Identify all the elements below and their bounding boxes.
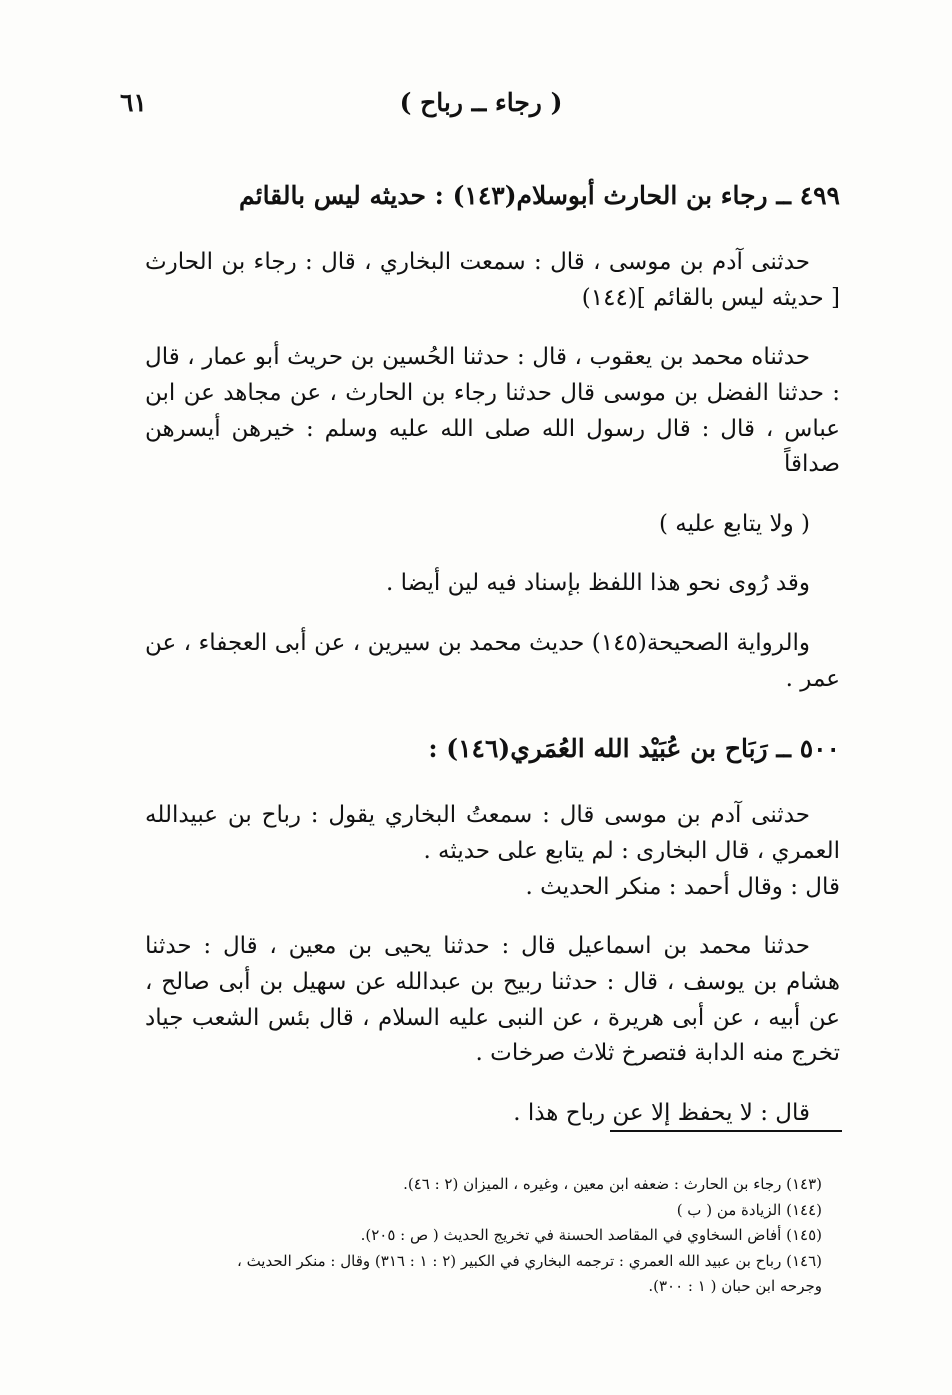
- footnotes: [145, 1172, 822, 1300]
- entry-heading-499: ٤٩٩ ــ رجاء بن الحارث أبوسلام(١٤٣) : حديثه ليس بالقائم: [238, 181, 840, 210]
- page-body: [145, 178, 840, 1156]
- entry-499-paragraph: والرواية الصحيحة(١٤٥) حديث محمد بن سيرين ، عن أبى العجفاء ، عن عمر .: [145, 630, 840, 692]
- page-number: ٦١: [120, 88, 147, 117]
- entry-499-paragraph: وقد رُوى نحو هذا اللفظ بإسناد فيه لين أيضا .: [385, 570, 810, 597]
- entry-heading-500: ٥٠٠ ــ رَبَاح بن عُبَيْد الله العُمَري(١٤٦) :: [428, 734, 840, 764]
- footnote: (١٤٥) أفاض السخاوي في المقاصد الحسنة في تخريج الحديث ( ص : ٢٠٥).: [360, 1226, 822, 1244]
- entry-500-paragraph: حدثنى آدم بن موسى قال : سمعتُ البخاري يقول : رباح بن عبيدالله العمري ، قال البخارى : لم يتابع على حديثه .: [145, 802, 840, 865]
- footnote-divider: [610, 1130, 842, 1132]
- footnote-continuation: وجرحه ابن حبان ( ١ : ٣٠٠).: [648, 1277, 822, 1295]
- entry-500-paragraph: حدثنا محمد بن اسماعيل قال : حدثنا يحيى بن معين ، قال : حدثنا هشام بن يوسف ، قال : حدثنا ربيح بن عبدالله عن سهيل بن أبى صالح ، عن أبيه ، عن أبى هريرة ، عن النبى عليه السلام ، قال بئس الشعب جياد تخرج منه الدابة فتصرخ ثلاث صرخات .: [145, 933, 840, 1067]
- entry-499-paragraph: حدثنى آدم بن موسى ، قال : سمعت البخاري ، قال : رجاء بن الحارث [ حديثه ليس بالقائم ](١٤٤): [145, 249, 840, 311]
- footnote: (١٤٦) رباح بن عبيد الله العمري : ترجمه البخاري في الكبير (٢ : ١ : ٣١٦) وقال : منكر الحديث ،: [236, 1251, 822, 1270]
- running-title: ( رجاء ــ رباح ): [399, 88, 563, 117]
- footnote: (١٤٤) الزيادة من ( ب ): [676, 1200, 822, 1219]
- entry-500-paragraph: قال : وقال أحمد : منكر الحديث .: [525, 873, 840, 900]
- page-header: [120, 88, 842, 128]
- entry-499-paragraph: ( ولا يتابع عليه ): [658, 510, 810, 537]
- entry-500-paragraph: قال : لا يحفظ إلا عن رباح هذا .: [513, 1099, 810, 1126]
- footnote: (١٤٣) رجاء بن الحارث : ضعفه ابن معين ، وغيره ، الميزان (٢ : ٤٦).: [403, 1175, 822, 1193]
- entry-499-paragraph: حدثناه محمد بن يعقوب ، قال : حدثنا الحُسين بن حريث أبو عمار ، قال : حدثنا الفضل بن موسى قال حدثنا رجاء بن الحارث ، عن مجاهد عن ابن عباس ، قال : قال رسول الله صلى الله عليه وسلم : خيرهن أيسرهن صداقاً: [145, 344, 840, 478]
